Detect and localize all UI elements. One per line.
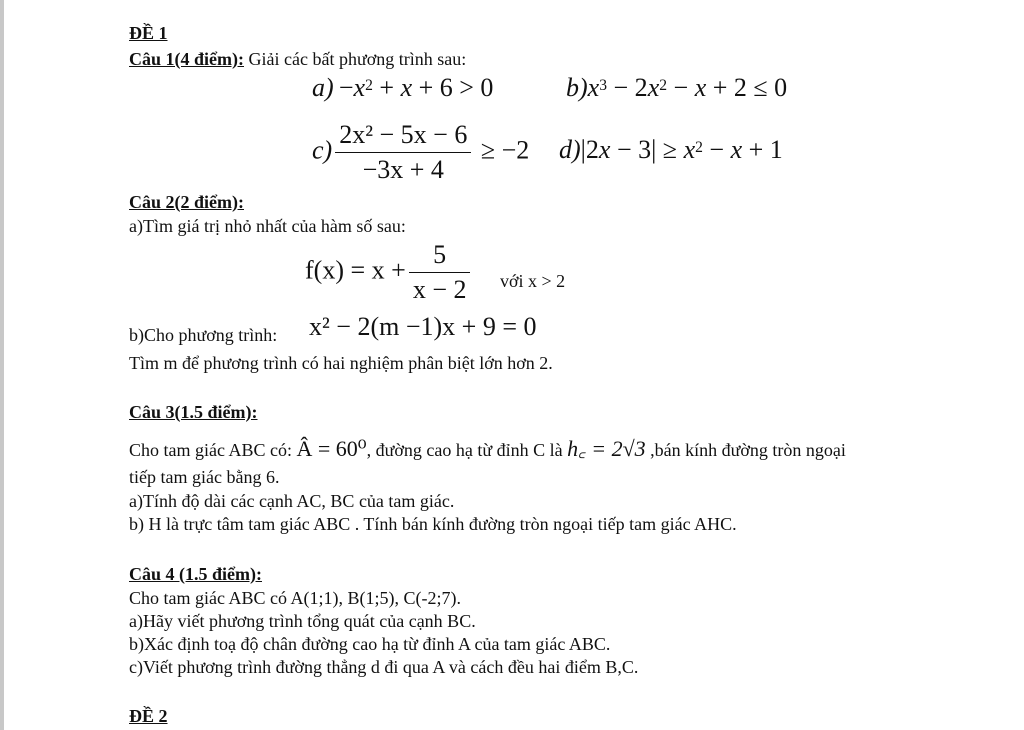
function-fraction-numerator: 5 <box>409 238 471 273</box>
question-3-line-1 <box>129 437 846 462</box>
label-d: d) <box>559 135 581 164</box>
exam-title-1: ĐỀ 1 <box>129 23 168 43</box>
function-fraction <box>409 238 471 307</box>
question-2b-equation: x² − 2(m −1)x + 9 = 0 <box>309 312 537 341</box>
question-3-line-2: tiếp tam giác bằng 6. <box>129 467 280 487</box>
question-4-heading: Câu 4 (1.5 điểm): <box>129 564 262 584</box>
question-4-line-1: Cho tam giác ABC có A(1;1), B(1;5), C(-2;7). <box>129 588 461 608</box>
question-1-heading: Câu 1(4 điểm): <box>129 49 244 69</box>
inequality-c-rhs: ≥ −2 <box>474 135 530 165</box>
inequality-d: $d)|2x - 3| \ge x^2 - x + 1$ <box>559 135 783 164</box>
fraction-c-numerator: 2x² − 5x − 6 <box>335 118 471 153</box>
question-2-heading: Câu 2(2 điểm): <box>129 192 244 212</box>
inequality-b: $b)x^3 - 2x^2 - x + 2 \le 0$ <box>566 73 788 102</box>
question-2b-text-2: Tìm m để phương trình có hai nghiệm phân biệt lớn hơn 2. <box>129 353 553 373</box>
fraction-c <box>335 118 471 187</box>
question-2a-text: a)Tìm giá trị nhỏ nhất của hàm số sau: <box>129 216 406 236</box>
question-3-line-1-mid: , đường cao hạ từ đỉnh C là <box>366 440 568 460</box>
angle-a-value: Â = 60⁰ <box>296 436 367 461</box>
page-left-border <box>0 0 4 730</box>
question-2b-text: b)Cho phương trình: <box>129 325 278 345</box>
label-c: c) <box>312 135 333 165</box>
question-3-heading: Câu 3(1.5 điểm): <box>129 402 258 422</box>
question-4c-text: c)Viết phương trình đường thẳng d đi qua A và cách đều hai điểm B,C. <box>129 657 639 677</box>
question-3-line-1-start: Cho tam giác ABC có: <box>129 440 297 460</box>
function-expression <box>305 238 473 307</box>
question-4b-text: b)Xác định toạ độ chân đường cao hạ từ đỉnh A của tam giác ABC. <box>129 634 611 654</box>
question-3b-text: b) H là trực tâm tam giác ABC . Tính bán kính đường tròn ngoại tiếp tam giác AHC. <box>129 514 737 534</box>
inequality-c <box>312 118 529 187</box>
label-a: a) <box>312 73 334 102</box>
question-1-header <box>129 48 466 71</box>
question-1-text: Giải các bất phương trình sau: <box>244 49 467 69</box>
function-lhs: f(x) = x + <box>305 255 406 285</box>
function-condition: với x > 2 <box>500 271 566 291</box>
question-3-line-1-end: ,bán kính đường tròn ngoại <box>645 440 846 460</box>
question-3a-text: a)Tính độ dài các cạnh AC, BC của tam giác. <box>129 491 455 511</box>
exam-title-2: ĐỀ 2 <box>129 706 168 726</box>
altitude-value: h꜀ = 2√3 <box>567 436 646 461</box>
fraction-c-denominator: −3x + 4 <box>362 155 444 184</box>
label-b: b) <box>566 73 588 102</box>
question-4a-text: a)Hãy viết phương trình tổng quát của cạnh BC. <box>129 611 476 631</box>
inequality-a: $a) -x^2 + x + 6 > 0$ <box>312 73 494 102</box>
function-fraction-denominator: x − 2 <box>412 275 467 304</box>
